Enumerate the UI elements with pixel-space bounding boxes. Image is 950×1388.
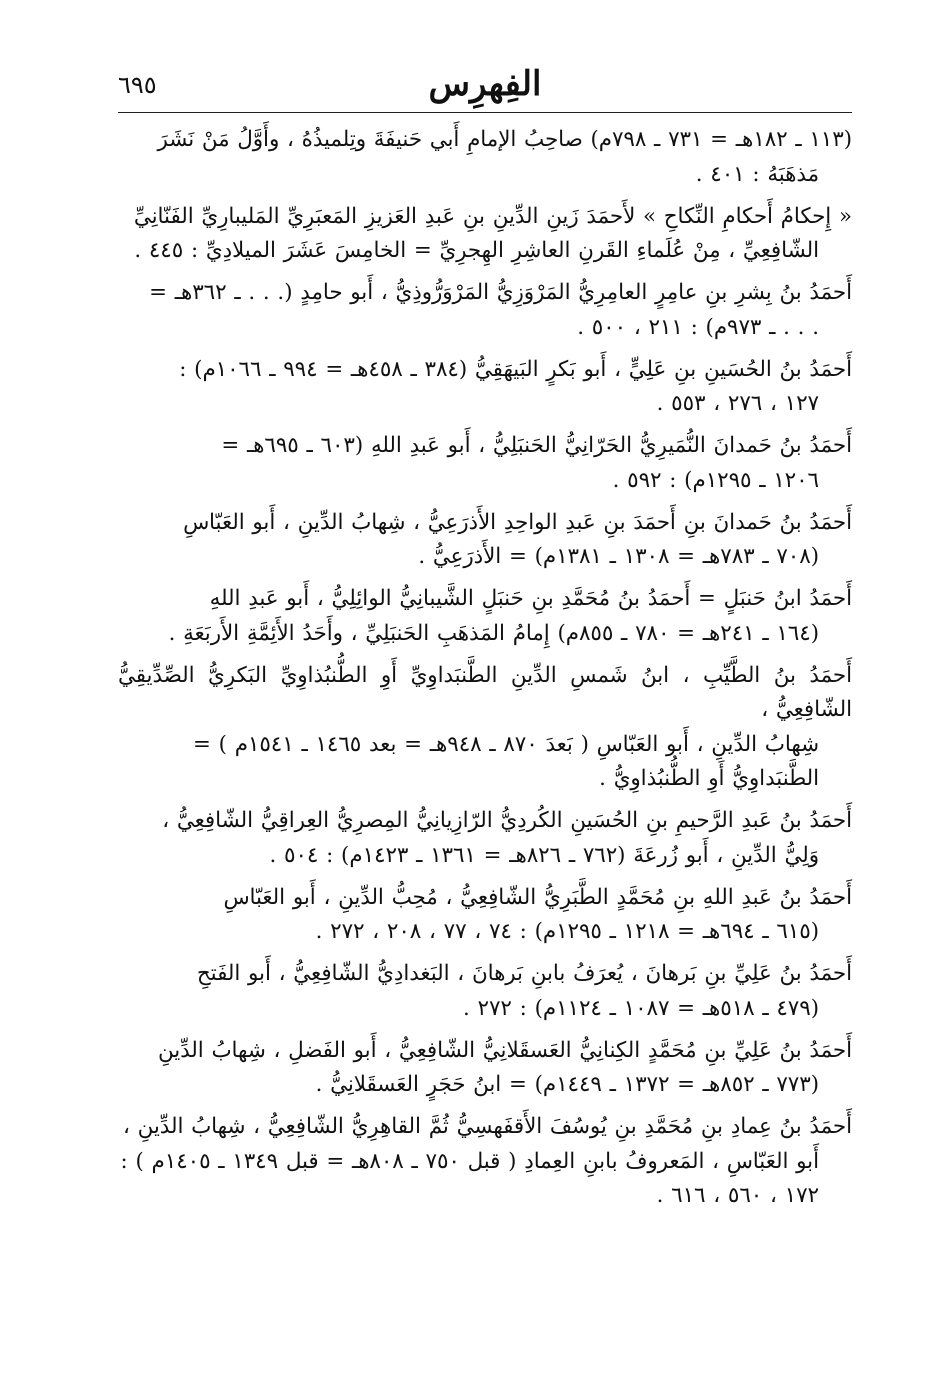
index-entry <box>118 804 852 873</box>
entry-heading-line: (١١٣ ـ ١٨٢هـ = ٧٣١ ـ ٧٩٨م) صاحِبُ الإمامِ أَبي حَنيفَةَ وتِلميذُهُ ، وأَوَّلُ مَنْ نَشَرَ <box>157 127 852 152</box>
entry-continuation-line: ١٧٢ ، ٥٦٠ ، ٦١٦ . <box>656 1183 819 1208</box>
entry-continuation-line: شِهابُ الدِّينِ ، أَبو العَبّاسِ ( بَعدَ ٨٧٠ ـ ٩٤٨هـ = بعد ١٤٦٥ ـ ١٥٤١م ) = <box>193 731 819 757</box>
index-entry <box>118 506 852 575</box>
entry-heading-line: أَحمَدُ بنُ عَلِيِّ بنِ مُحَمَّدٍ الكِنانِيُّ العَسقَلانِيُّ الشّافِعِيُّ ، أَبو الفَضلِ ، شِهابُ الدِّينِ <box>157 1037 852 1063</box>
entry-continuation-line: (٧٠٨ ـ ٧٨٣هـ = ١٣٠٨ ـ ١٣٨١م) = الأَذرَعِيُّ . <box>418 544 819 569</box>
entry-heading-line: أَحمَدُ ابنُ حَنبَلٍ = أَحمَدُ بنُ مُحَمَّدِ بنِ حَنبَلٍ الشَّيبانِيُّ الوائِلِيُّ ، أَبو عَبدِ اللهِ <box>209 586 852 611</box>
index-entry <box>118 200 852 269</box>
entry-continuation-line: الشّافِعِيِّ ، مِنْ عُلَماءِ القَرنِ العاشِرِ الهِجرِيِّ = الخامِسَ عَشَرَ الميلادِيِّ : ٤٤٥ . <box>134 238 819 263</box>
entry-heading-line: أَحمَدُ بنُ حَمدانَ بنِ أَحمَدَ بنِ عَبدِ الواحِدِ الأَذرَعِيُّ ، شِهابُ الدِّينِ ، أَبو العَبّاسِ <box>183 509 852 535</box>
index-entry <box>118 659 852 797</box>
entry-continuation-line: أَبو العَبّاسِ ، المَعروفُ بابنِ العِمادِ ( قبل ٧٥٠ ـ ٨٠٨هـ = قبل ١٣٤٩ ـ ١٤٠٥م ) : <box>120 1148 819 1174</box>
entry-continuation-line: مَذهَبَهُ : ٤٠١ . <box>695 161 819 187</box>
entry-heading-line: أَحمَدُ بنُ عَبدِ الرَّحيمِ بنِ الحُسَينِ الكُردِيُّ الرّازِيانِيُّ المِصرِيُّ العِراقِيُّ الشّافِعِيُّ ، <box>162 808 852 833</box>
entry-continuation-line: (٧٧٣ ـ ٨٥٢هـ = ١٣٧٢ ـ ١٤٤٩م) = ابنُ حَجَرٍ العَسقَلانِيُّ . <box>315 1072 819 1097</box>
index-entry <box>118 429 852 498</box>
page-title: الفِهرِس <box>428 64 542 104</box>
page-header <box>118 60 852 110</box>
page-number: ٦٩٥ <box>118 71 157 99</box>
index-entry <box>118 353 852 422</box>
index-entry <box>118 957 852 1026</box>
entry-continuation-line: (٤٧٩ ـ ٥١٨هـ = ١٠٨٧ ـ ١١٢٤م) : ٢٧٢ . <box>462 995 819 1021</box>
entry-heading-line: أَحمَدُ بنُ عِمادِ بنِ مُحَمَّدِ بنِ يُوسُفَ الأَقفَهسِيُّ ثُمَّ القاهِرِيُّ الشّافِعِيُّ ، شِهابُ الدِّينِ ، <box>123 1114 852 1139</box>
index-entry <box>118 582 852 651</box>
index-entry <box>118 123 852 192</box>
index-entry <box>118 1110 852 1214</box>
entry-heading-line: أَحمَدُ بنُ الحُسَينِ بنِ عَلِيٍّ ، أَبو بَكرٍ البَيهَقِيُّ (٣٨٤ ـ ٤٥٨هـ = ٩٩٤ ـ ١٠٦٦م) : <box>179 356 852 382</box>
entry-heading-line: أَحمَدُ بنُ عَبدِ اللهِ بنِ مُحَمَّدٍ الطَّبَرِيُّ الشّافِعِيُّ ، مُحِبُّ الدِّينِ ، أَبو العَبّاسِ <box>223 884 852 910</box>
entry-heading-line: أَحمَدُ بنُ الطَّيِّبِ ، ابنُ شَمسِ الدِّينِ الطَّنبَداوِيِّ أَوِ الطُّنبُذاوِيِّ البَكرِيُّ الصِّدِّيقِيُّ الشّافِعِيُّ ، <box>118 662 852 722</box>
entry-continuation-line: ١٢٠٦ ـ ١٢٩٥م) : ٥٩٢ . <box>612 467 819 493</box>
entry-continuation-line: وَلِيُّ الدِّينِ ، أَبو زُرعَةَ (٧٦٢ ـ ٨٢٦هـ = ١٣٦١ ـ ١٤٢٣م) : ٥٠٤ . <box>269 842 819 868</box>
entry-continuation-line: الطَّنبَداوِيُّ أَوِ الطُّنبُذاوِيُّ . <box>599 766 819 791</box>
index-entry <box>118 881 852 950</box>
entry-heading-line: أَحمَدُ بنُ عَلِيِّ بنِ بَرهانَ ، يُعرَفُ بابنِ بَرهانَ ، البَغدادِيُّ الشّافِعِيُّ ، أَبو الفَتحِ <box>196 961 852 986</box>
entry-heading-line: « إِحكامُ أَحكامِ النِّكاحِ » لأَحمَدَ زَينِ الدِّينِ بنِ عَبدِ العَزيزِ المَعبَرِيِّ المَليبارِيِّ الفَنّانِيِّ <box>133 203 852 229</box>
entry-heading-line: أَحمَدُ بنُ بِشرِ بنِ عامِرٍ العامِرِيُّ المَرْوَزِيُّ المَرْوَرُّوذِيُّ ، أَبو حامِدٍ (. . . ـ ٣٦٢هـ = <box>149 280 852 305</box>
entry-continuation-line: . . . ـ ٩٧٣م) : ٢١١ ، ٥٠٠ . <box>577 314 819 340</box>
index-entry <box>118 276 852 345</box>
entry-continuation-line: ١٢٧ ، ٢٧٦ ، ٥٥٣ . <box>656 391 819 416</box>
index-page <box>118 60 852 1221</box>
entry-continuation-line: (١٦٤ ـ ٢٤١هـ = ٧٨٠ ـ ٨٥٥م) إِمامُ المَذهَبِ الحَنبَلِيِّ ، وأَحَدُ الأَئِمَّةِ الأَربَعَةِ . <box>168 620 819 646</box>
entry-heading-line: أَحمَدُ بنُ حَمدانَ النُّمَيرِيُّ الحَرّانِيُّ الحَنبَلِيُّ ، أَبو عَبدِ اللهِ (٦٠٣ ـ ٦٩٥هـ = <box>221 433 852 458</box>
entry-continuation-line: (٦١٥ ـ ٦٩٤هـ = ١٢١٨ ـ ١٢٩٥م) : ٧٤ ، ٧٧ ، ٢٠٨ ، ٢٧٢ . <box>315 919 819 944</box>
header-divider <box>118 112 852 113</box>
index-entries <box>118 123 852 1214</box>
index-entry <box>118 1034 852 1103</box>
